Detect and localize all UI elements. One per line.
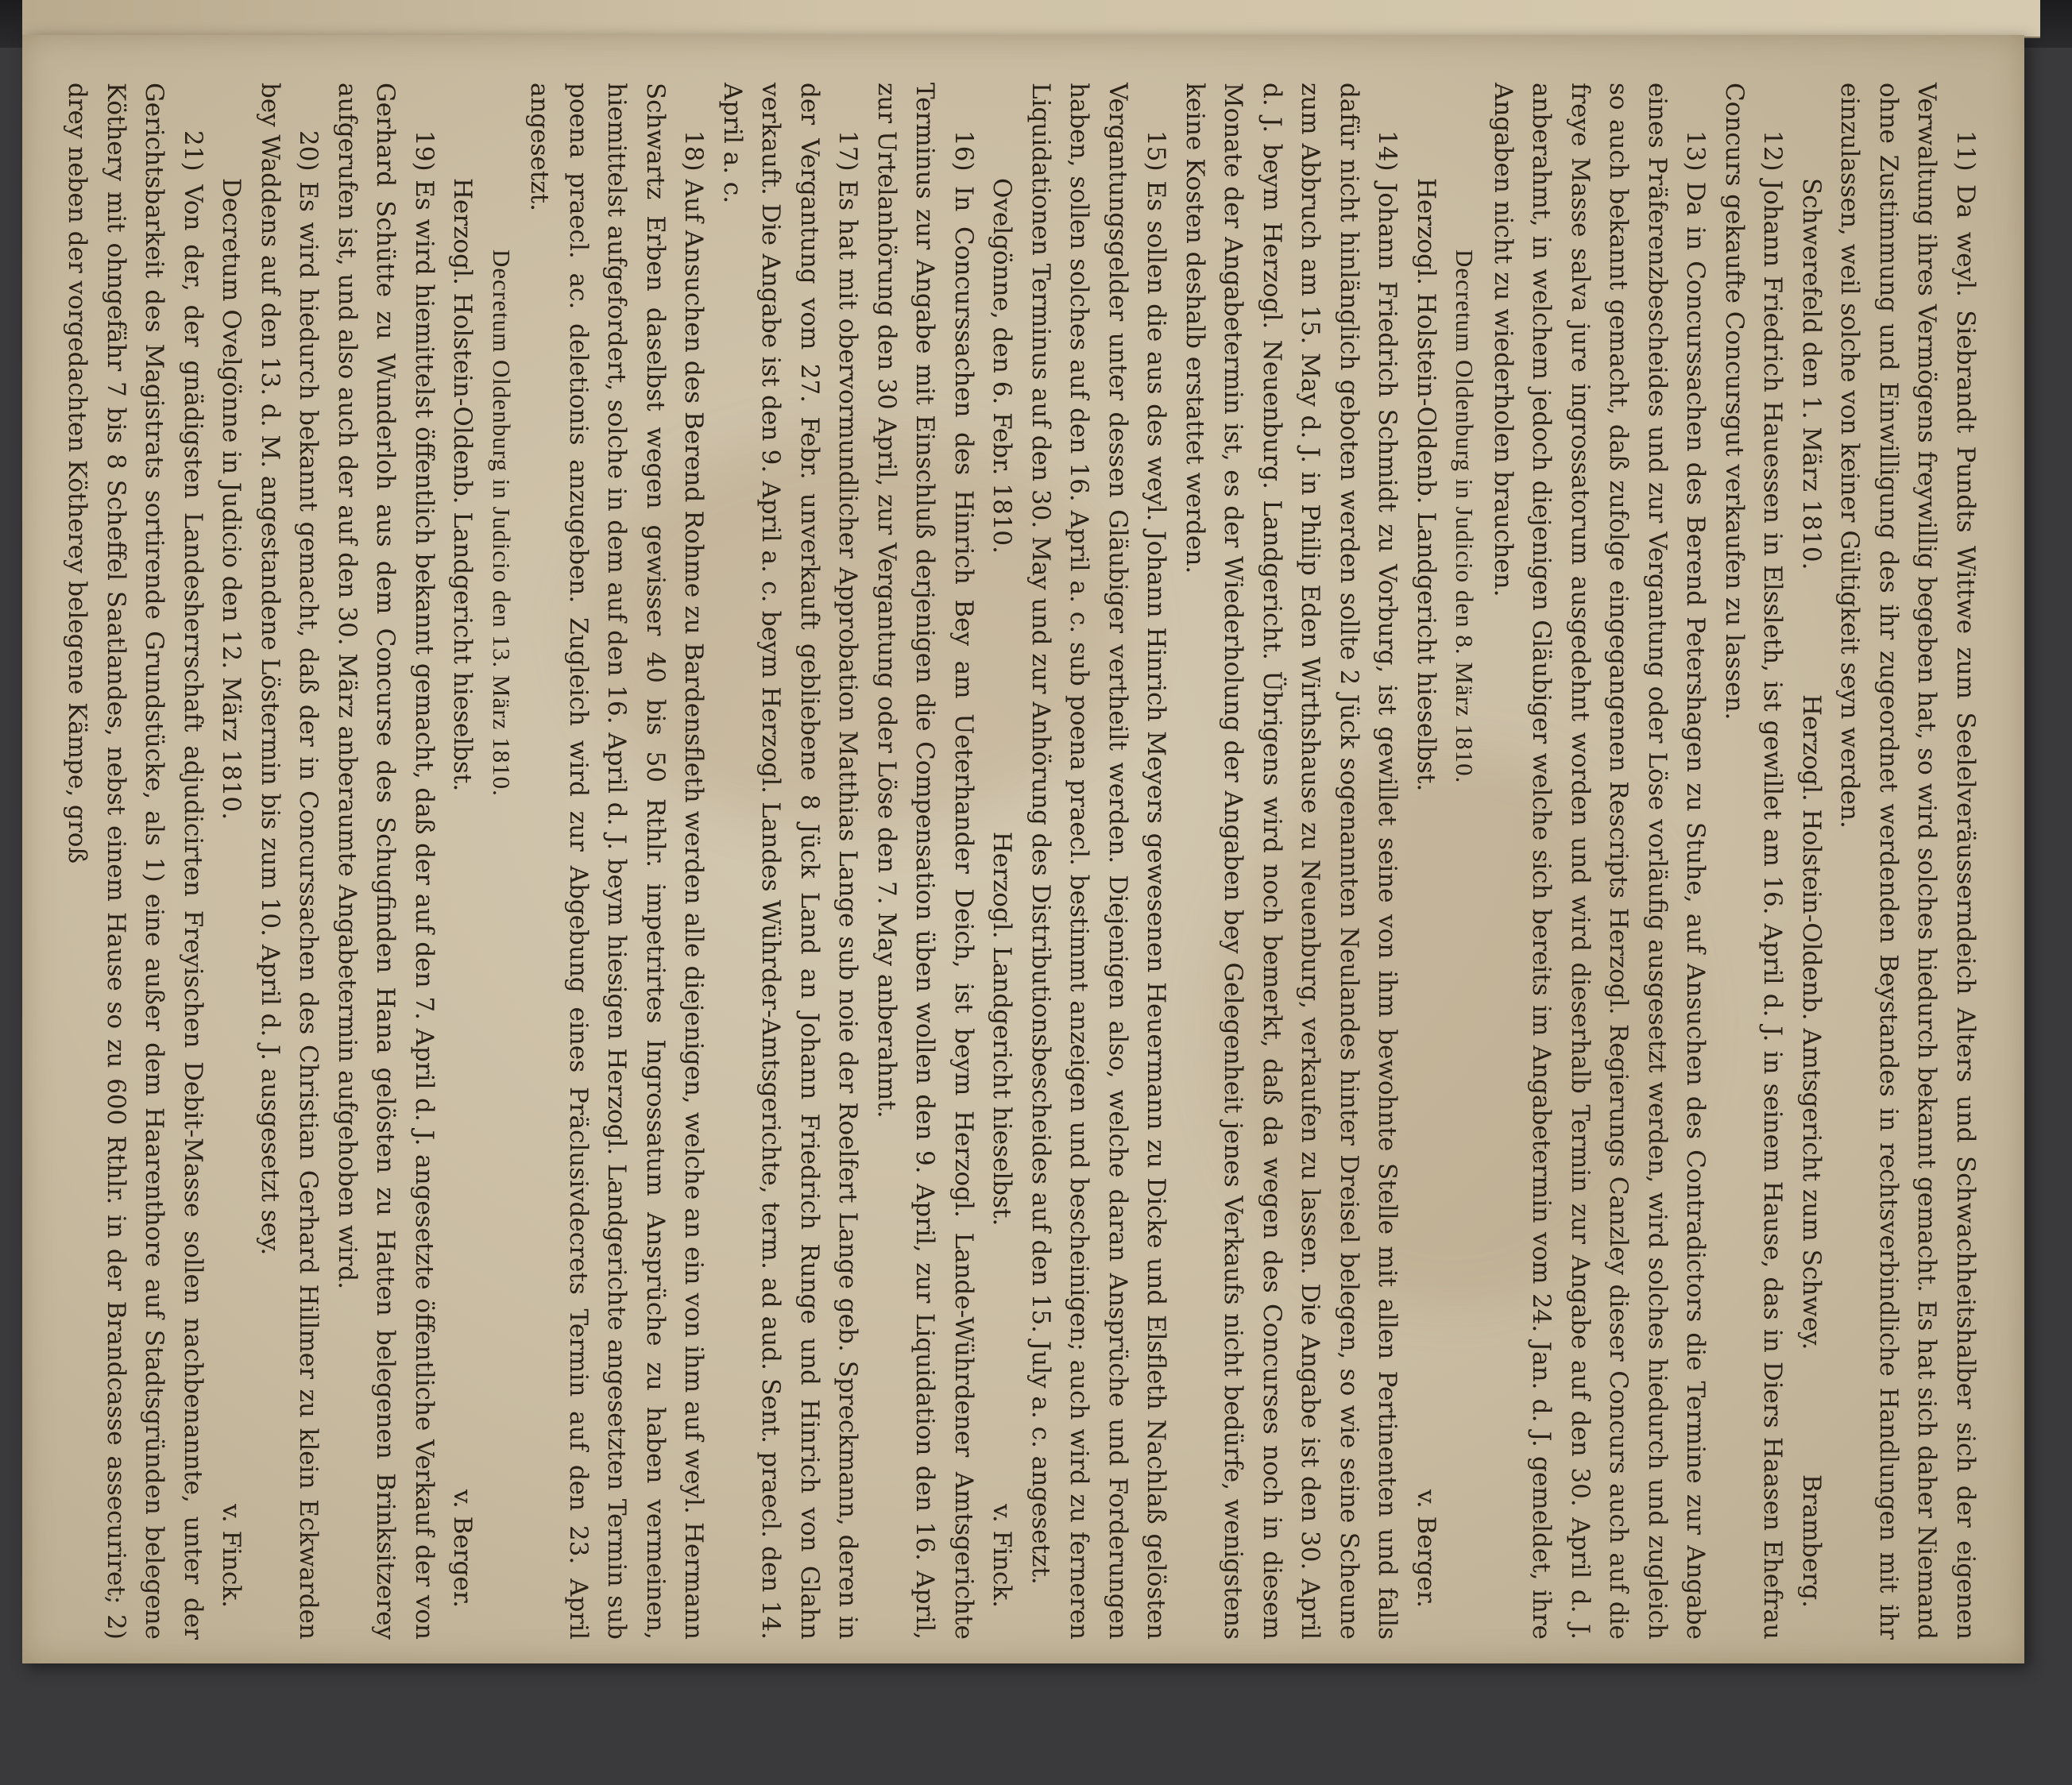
document-page xyxy=(22,35,2024,1663)
signature-line-20 xyxy=(212,83,251,1640)
paragraph-20: 20) Es wird hiedurch bekannt gemacht, daß der in Concurssachen des Christian Gerhard Hillmer zu klein Eckwarden bey Waddens auf den 13. d. M. angestandene Löstermin bis zum 10. April d. J. ausgesetzt sey. xyxy=(256,83,323,1640)
paragraph-15: 15) Es sollen die aus des weyl. Johann Hinrich Meyers gewesenen Heuermann zu Dicke und Elsfleth Nachlaß gelösten Vergantungsgelder unter dessen Gläubiger vertheilt werden. Diejenigen also, welche daran Ansprüche und Forderungen haben, sollen solches auf den 16. April a. c. sub poena praecl. bestimmt anzeigen und bescheinigen; auch wird zu ferneren Liquidationen Terminus auf den 30. May und zur Anhörung des Distributionsbescheides auf den 15. July a. c. angesetzt. xyxy=(1026,83,1171,1640)
signature-name: Bramberg. xyxy=(1797,1474,1826,1608)
paragraph-16: 16) In Concurssachen des Hinrich Bey am Ueterhander Deich, ist beym Herzogl. Lande-Wührdener Amtsgerichte Terminus zur Angabe mit Einschluß derjenigen die Compensation üben wollen den 9. April, zur Liquidation den 16. April, zur Urtelanhörung den 30 April, zur Vergantung oder Löse den 7. May anberahmt. xyxy=(872,83,978,1640)
signature-court: Herzogl. Holstein-Oldenb. Landgericht hieselbst. xyxy=(448,178,477,792)
signature-court: Herzogl. Holstein-Oldenb. Amtsgericht zum Schwey. xyxy=(1797,694,1826,1350)
signature-line-11 xyxy=(1792,83,1831,1640)
paragraph-21: 21) Von der, der gnädigsten Landesherrschaft adjudicirten Freyischen Debit-Masse sollen nachbenannte, unter der Gerichtsbarkeit des Magistrats sortirende Grundstücke, als 1) eine außer dem Haarenthore auf Stadtsgründen belegene Köthery mit ohngefähr 7 bis 8 Scheffel Saatlandes, nebst einem Hause so zu 600 Rthlr. in der Brandcasse assecuriret; 2) drey neben der vorgedachten Kötherey belegene Kämpe, groß xyxy=(63,83,207,1640)
paragraph-19: 19) Es wird hiemittelst öffentlich bekannt gemacht, daß der auf den 7. April d. J. angesetzte öffentliche Verkauf der von Gerhard Schütte zu Wunderloh aus dem Concurse des Schugfinden Hana gelösten zu Hatten belegenen Brinksitzerey aufgerufen ist, und also auch der auf den 30. März anberaumte Angabetermin aufgehoben wird. xyxy=(333,83,439,1640)
signature-line-15 xyxy=(983,83,1022,1640)
paragraph-18: 18) Auf Ansuchen des Berend Rohme zu Bardensfleth werden alle diejenigen, welche an ein von ihm auf weyl. Hermann Schwartz Erben daselbst wegen gewisser 40 bis 50 Rthlr. impetrirtes Ingrossatum Ansprüche zu haben vermeinen, hiemittelst aufgefordert, solche in dem auf den 16. April d. J. beym hiesigen Herzogl. Landgerichte angesetzten Termin sub poena praecl. ac. deletionis anzugeben. Zugleich wird zur Abgebung eines Präclusivdecrets Termin auf den 23. April angesetzt. xyxy=(525,83,709,1640)
decretum-line: Decretum Ovelgönne in Judicio den 12. März 1810. xyxy=(217,178,246,821)
page-edge xyxy=(22,0,2040,38)
signature-name: v. Finck. xyxy=(988,1504,1017,1608)
signature-court: Herzogl. Holstein-Oldenb. Landgericht hieselbst. xyxy=(1412,178,1440,792)
paragraph-17: 17) Es hat mit obervormundlicher Approbation Matthias Lange sub noie der Roelfert Lange geb. Spreckmann, deren in der Vergantung vom 27. Febr. unverkauft gebliebene 8 Jück Land an Johann Friedrich Runge und Hinrich von Glahn verkauft. Die Angabe ist den 9. April a. c. beym Herzogl. Landes Wührder-Amtsgerichte, term. ad aud. Sent. praecl. den 14. April a. c. xyxy=(718,83,863,1640)
decretum-line: Decretum Oldenburg in Judicio den 13. März 1810. xyxy=(488,249,516,797)
signature-name: v. Berger. xyxy=(1412,1489,1440,1608)
signature-name: v. Finck. xyxy=(217,1504,246,1608)
paragraph-12: 12) Johann Friedrich Hauessen in Elssleth, ist gewillet am 16. April d. J. in seinem Hause, das in Diers Haasen Ehefrau Concurs gekaufte Concursgut verkaufen zu lassen. xyxy=(1720,83,1788,1640)
rotated-text-block xyxy=(62,83,1985,1640)
signature-place: Schwerefeld den 1. März 1810. xyxy=(1797,178,1826,570)
signature-name: v. Berger. xyxy=(448,1489,477,1608)
signature-line-13 xyxy=(1407,83,1446,1640)
paragraph-14: 14) Johann Friedrich Schmidt zu Vorburg, ist gewillet seine von ihm bewohnte Stelle mit allen Pertinenten und falls dafür nicht hinlänglich geboten werden sollte 2 Jück sogenannten Neulandes hinter Dreisel belegen, so wie seine Scheune zum Abbruch am 15. May d. J. in Philip Eden Wirthshause zu Neuenburg, verkaufen zu lassen. Die Angabe ist den 30. April d. J. beym Herzogl. Neuenburg. Landgericht. Übrigens wird noch bemerkt, daß da wegen des Concurses noch in diesem Monate der Angabetermin ist, es der Wiederholung der Angaben bey Gelegenheit jenes Verkaufs nicht bedürfe, wenigstens keine Kosten deshalb erstattet werden. xyxy=(1181,83,1402,1640)
paragraph-11: 11) Da weyl. Siebrandt Pundts Wittwe zum Seelelveräusserndeich Alters und Schwachheitshalber sich der eigenen Verwaltung ihres Vermögens freywillig begeben hat, so wird solches hiedurch bekannt gemacht. Es hat sich daher Niemand ohne Zustimmung und Einwilligung des ihr zugeordnet werdenden Beystandes in rechtsverbindliche Handlungen mit ihr einzulassen, weil solche von keiner Gültigkeit seyn werden. xyxy=(1835,83,1980,1640)
signature-line-19 xyxy=(443,83,482,1640)
decretum-line: Decretum Oldenburg in Judicio den 8. März 1810. xyxy=(1451,249,1479,784)
paragraph-13: 13) Da in Concurssachen des Berend Petershagen zu Stuhe, auf Ansuchen des Contradictors die Termine zur Angabe eines Präferenzbescheides und zur Vergantung oder Löse vorläufig ausgesetzt werden, wird solches hiedurch und zugleich so auch bekannt gemacht, daß zufolge eingegangenen Rescripts Herzogl. Regierungs Canzley dieser Concurs auch auf die freye Masse salva jure ingrossatorum ausgedehnt worden und wird dieserhalb Termin zur Angabe auf den 30. April d. J. anberahmt, in welchem jedoch diejenigen Gläubiger welche sich bereits im Angabetermin vom 24. Jan. d. J. gemeldet, ihre Angaben nicht zu wiederholen brauchen. xyxy=(1489,83,1711,1640)
signature-court: Herzogl. Landgericht hieselbst. xyxy=(988,831,1017,1227)
signature-place: Ovelgönne, den 6. Febr. 1810. xyxy=(988,178,1017,554)
